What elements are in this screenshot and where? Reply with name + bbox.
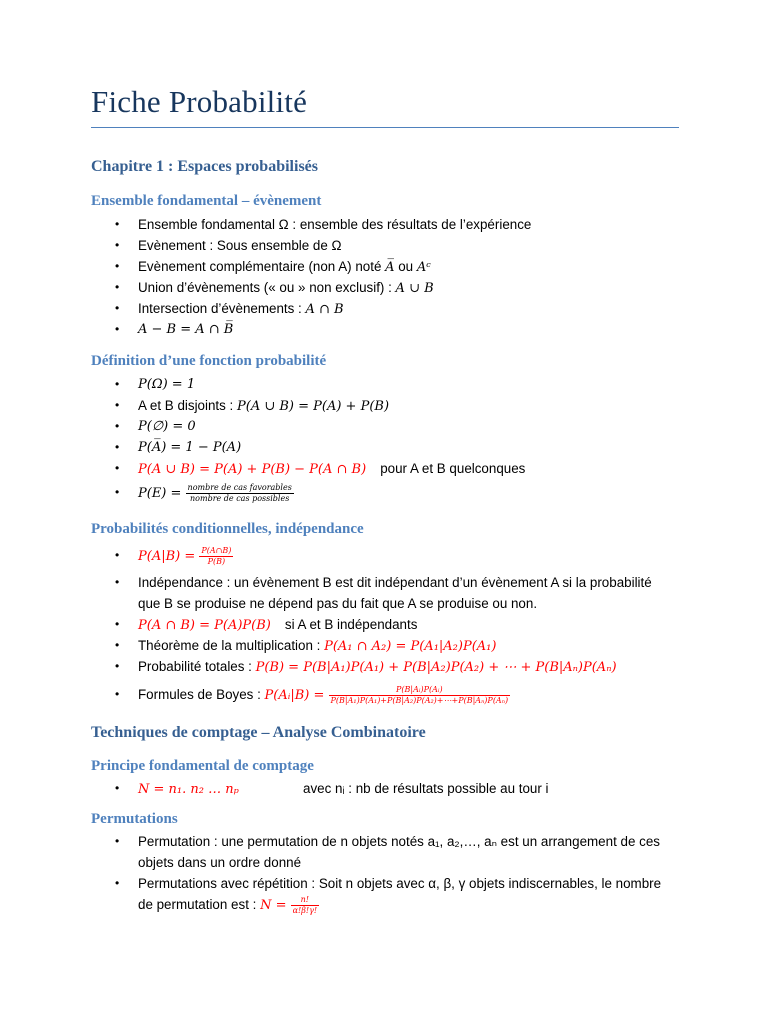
- section-permutations-heading: Permutations: [91, 811, 178, 827]
- section-fonction-heading: Définition d’une fonction probabilité: [91, 353, 327, 369]
- bullet: •: [115, 440, 120, 454]
- math-difference: A − B = A ∩ B̅: [138, 322, 234, 337]
- bullet: •: [115, 781, 120, 795]
- math-union: A ∪ B: [395, 281, 434, 296]
- page-title: Fiche Probabilité: [91, 84, 308, 119]
- fraction-denominator: α!β!γ!: [292, 905, 318, 915]
- list-item-text: [138, 298, 344, 320]
- math-counting-principle: N = n₁. n₂ … nₚ: [138, 782, 239, 797]
- math-total-probability: P(B) = P(B|A₁)P(A₁) + P(B|A₂)P(A₂) + ⋯ + P(B|Aₙ)P(Aₙ): [255, 660, 617, 675]
- math-multiplication: P(A₁ ∩ A₂) = P(A₁|A₂)P(A₁): [324, 639, 497, 654]
- bullet: •: [115, 377, 120, 391]
- math-bayes-lhs: P(Aᵢ|B) =: [264, 688, 329, 703]
- chapter-1-heading: Chapitre 1 : Espaces probabilisés: [91, 158, 318, 175]
- text-span: Formules de Boyes :: [138, 687, 265, 702]
- math-n-lhs: N =: [260, 898, 291, 913]
- fraction-numerator: P(B|Aᵢ)P(Aᵢ): [329, 686, 511, 696]
- bullet: •: [115, 322, 120, 336]
- text-span: si A et B indépendants: [284, 617, 418, 632]
- fraction-denominator: nombre de cas possibles: [190, 493, 290, 503]
- bullet: •: [115, 280, 120, 294]
- list-item-text: [138, 635, 496, 657]
- list-item-text: [138, 482, 294, 504]
- math-independence: P(A ∩ B) = P(A)P(B): [138, 618, 271, 633]
- list-item-text: [138, 873, 668, 916]
- bullet: •: [115, 238, 120, 252]
- math-p-complement: P(A̅) = 1 − P(A): [138, 440, 242, 455]
- bullet: •: [115, 217, 120, 231]
- math-complement: A̅: [385, 260, 395, 275]
- list-item-text: [138, 614, 417, 636]
- fraction-numerator: n!: [291, 896, 319, 906]
- bullet: •: [115, 461, 120, 475]
- bullet: •: [115, 834, 120, 848]
- text-span: A et B disjoints :: [138, 398, 237, 413]
- fraction-denominator: P(B): [207, 556, 226, 566]
- list-item-text: [138, 778, 549, 800]
- math-p-empty: P(∅) = 0: [138, 419, 196, 434]
- list-item-text: [138, 256, 431, 278]
- math-permutation-repetition: [260, 894, 319, 915]
- bullet: •: [115, 419, 120, 433]
- bullet: •: [115, 301, 120, 315]
- bullet: •: [115, 575, 120, 589]
- text-span: Théorème de la multiplication :: [138, 638, 325, 653]
- bullet: •: [115, 485, 120, 499]
- bullet: •: [115, 659, 120, 673]
- title-underline: [91, 127, 679, 128]
- bullet: •: [115, 638, 120, 652]
- list-item-text: [138, 395, 389, 417]
- math-disjoint: P(A ∪ B) = P(A) + P(B): [237, 399, 390, 414]
- bullet: •: [115, 876, 120, 890]
- text-span: Union d’évènements (« ou » non exclusif) :: [138, 280, 396, 295]
- bullet: •: [115, 548, 120, 562]
- list-item-text: [138, 277, 434, 299]
- math-complement-alt: Aᶜ: [416, 260, 431, 275]
- list-item-text: [138, 458, 525, 480]
- text-span: Probabilité totales :: [138, 659, 256, 674]
- math-union-general: P(A ∪ B) = P(A) + P(B) − P(A ∩ B): [138, 462, 367, 477]
- fraction-numerator: nombre de cas favorables: [187, 482, 292, 492]
- list-item-text: [138, 545, 233, 567]
- chapter-2-heading: Techniques de comptage – Analyse Combinatoire: [91, 724, 426, 741]
- list-item-text: Indépendance : un évènement B est dit indépendant d’un évènement A si la probabilité que B se produise ne dépend pas du fait que A se produise ou non.: [138, 575, 652, 611]
- section-ensemble-heading: Ensemble fondamental – évènement: [91, 193, 322, 209]
- list-item-text: [138, 656, 617, 678]
- list-item-text: Permutation : une permutation de n objets notés a₁, a₂,…, aₙ est un arrangement de ces objets dans un ordre donné: [138, 834, 660, 870]
- fraction: [186, 484, 294, 503]
- math-p-cond: P(A|B) =: [138, 549, 200, 564]
- text-span: avec nᵢ : nb de résultats possible au tour i: [303, 781, 549, 796]
- fraction: [199, 547, 233, 566]
- fraction: [291, 896, 319, 915]
- text-span: Evènement complémentaire (non A) noté: [138, 259, 386, 274]
- list-item-text: Evènement : Sous ensemble de Ω: [138, 238, 342, 253]
- bullet: •: [115, 398, 120, 412]
- bullet: •: [115, 259, 120, 273]
- fraction: [329, 686, 511, 705]
- section-conditionnelles-heading: Probabilités conditionnelles, indépendance: [91, 521, 364, 537]
- bullet: •: [115, 617, 120, 631]
- math-bayes: [264, 684, 511, 705]
- text-span: Intersection d’évènements :: [138, 301, 306, 316]
- math-p-e: P(E) =: [138, 486, 186, 501]
- math-p-omega: P(Ω) = 1: [138, 377, 196, 392]
- list-item-text: Ensemble fondamental Ω : ensemble des résultats de l’expérience: [138, 217, 532, 232]
- list-item-text: [138, 684, 510, 706]
- text-span: Permutations avec répétition : Soit n objets avec α, β, γ objets indiscernables, le nombre de permutation est :: [138, 876, 662, 912]
- text-span: ou: [394, 259, 417, 274]
- section-principe-heading: Principe fondamental de comptage: [91, 758, 314, 774]
- fraction-numerator: P(A∩B): [201, 545, 232, 555]
- bullet: •: [115, 687, 120, 701]
- text-span: pour A et B quelconques: [380, 461, 526, 476]
- math-intersection: A ∩ B: [305, 302, 344, 317]
- fraction-denominator: P(B|A₁)P(A₁)+P(B|A₂)P(A₂)+⋯+P(B|Aₙ)P(Aₙ): [330, 695, 509, 705]
